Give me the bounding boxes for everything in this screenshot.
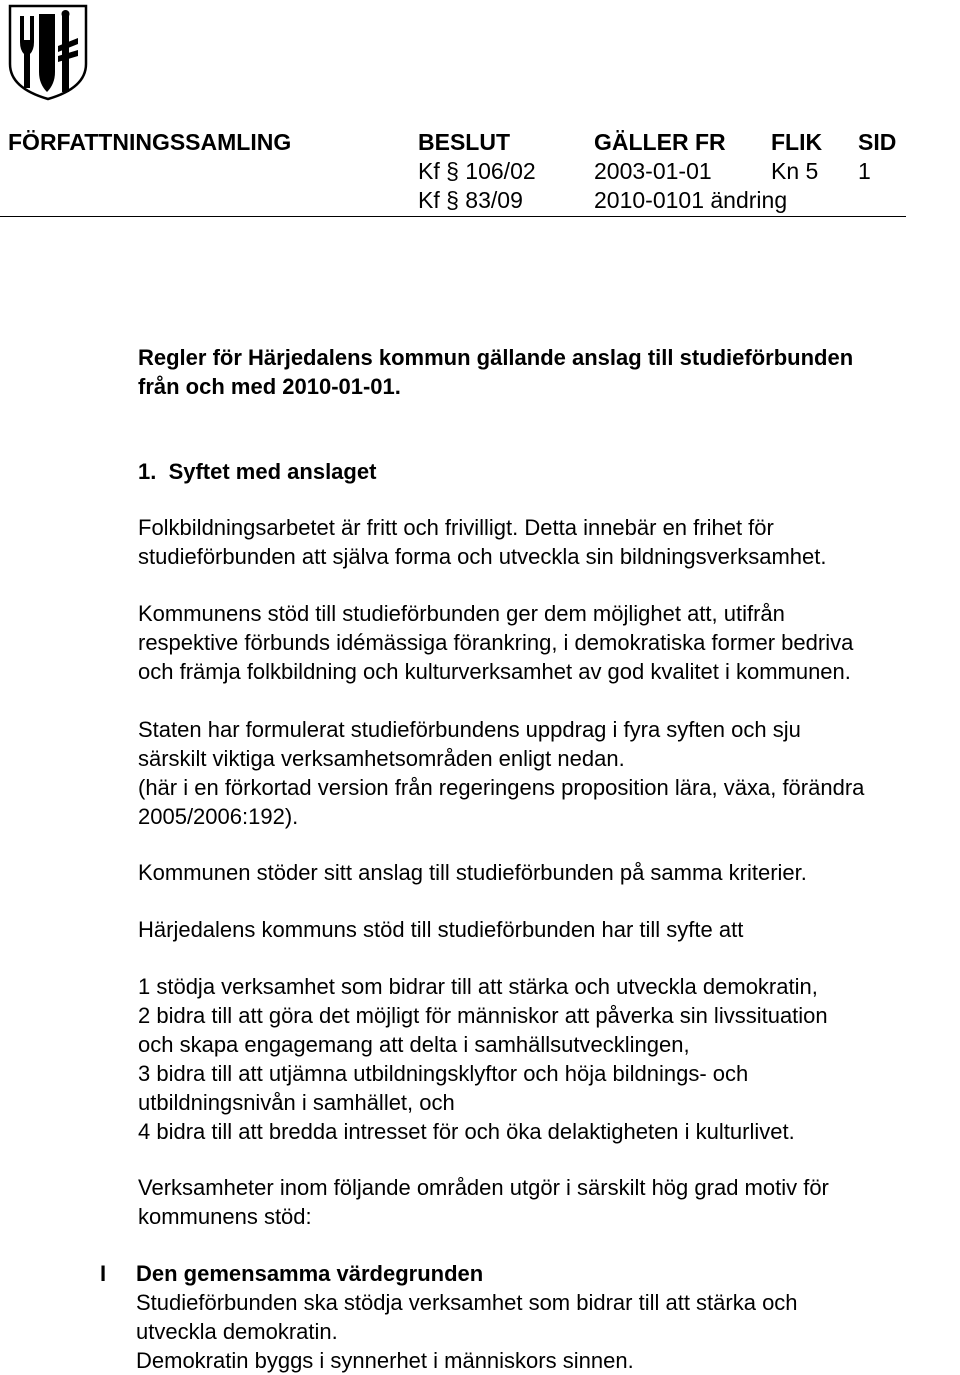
header-valid-from-title: GÄLLER FR (594, 129, 726, 155)
purpose-list (138, 972, 960, 1146)
text-line: Demokratin byggs i synnerhet i människors sinnen. (136, 1348, 634, 1373)
list-item: 3 bidra till att utjämna utbildningsklyftor och höja bildnings- och (138, 1061, 749, 1086)
paragraph-5: Härjedalens kommuns stöd till studieförbunden har till syfte att (138, 917, 744, 942)
document-title (138, 343, 960, 401)
list-item: 2 bidra till att göra det möjligt för människor att påverka sin livssituation (138, 1003, 828, 1028)
text-line: utveckla demokratin. (136, 1319, 338, 1344)
paragraph-4: Kommunen stöder sitt anslag till studieförbunden på samma kriterier. (138, 860, 807, 885)
text-line: (här i en förkortad version från regeringens proposition lära, växa, förändra (138, 775, 865, 800)
text-line: Folkbildningsarbetet är fritt och frivilligt. Detta innebär en frihet för (138, 515, 774, 540)
coat-of-arms-logo (6, 2, 90, 102)
text-line: och främja folkbildning och kulturverksamhet av god kvalitet i kommunen. (138, 659, 851, 684)
paragraph-6 (138, 1173, 960, 1231)
section-I (136, 1259, 958, 1375)
header-row2-decision: Kf § 83/09 (418, 187, 523, 213)
list-item: och skapa engagemang att delta i samhällsutvecklingen, (138, 1032, 690, 1057)
text-line: Studieförbunden ska stödja verksamhet som bidrar till att stärka och (136, 1290, 798, 1315)
header-page-title: SID (858, 129, 897, 155)
header-row1-tab: Kn 5 (771, 158, 819, 184)
header-row1-page: 1 (858, 158, 871, 184)
header-collection-title: FÖRFATTNINGSSAMLING (8, 129, 292, 155)
header-row1-decision: Kf § 106/02 (418, 158, 536, 184)
text-line: 2005/2006:192). (138, 804, 299, 829)
text-line: särskilt viktiga verksamhetsområden enligt nedan. (138, 746, 625, 771)
text-line: respektive förbunds idémässiga förankring, i demokratiska former bedriva (138, 630, 854, 655)
list-item: 4 bidra till att bredda intresset för och öka delaktigheten i kulturlivet. (138, 1119, 795, 1144)
text-line: Verksamheter inom följande områden utgör i särskilt hög grad motiv för (138, 1175, 829, 1200)
header-decision-title: BESLUT (418, 129, 510, 155)
section-I-numeral: I (100, 1261, 107, 1286)
paragraph-2 (138, 599, 960, 686)
text-line: Staten har formulerat studieförbundens uppdrag i fyra syften och sju (138, 717, 801, 742)
text-line: kommunens stöd: (138, 1204, 312, 1229)
text-line: Kommunens stöd till studieförbunden ger dem möjlighet att, utifrån (138, 601, 785, 626)
header-row2-valid-from: 2010-0101 ändring (594, 187, 788, 213)
header-row1-valid-from: 2003-01-01 (594, 158, 712, 184)
header-divider (0, 216, 906, 217)
title-line: från och med 2010-01-01. (138, 374, 401, 399)
list-item: utbildningsnivån i samhället, och (138, 1090, 455, 1115)
text-line: studieförbunden att själva forma och utveckla sin bildningsverksamhet. (138, 544, 827, 569)
paragraph-3 (138, 715, 960, 831)
paragraph-1 (138, 513, 960, 571)
header-tab-title: FLIK (771, 129, 823, 155)
section-I-heading: Den gemensamma värdegrunden (136, 1261, 484, 1286)
list-item: 1 stödja verksamhet som bidrar till att stärka och utveckla demokratin, (138, 974, 818, 999)
title-line: Regler för Härjedalens kommun gällande anslag till studieförbunden (138, 345, 854, 370)
section-1-heading: 1. Syftet med anslaget (138, 459, 377, 484)
